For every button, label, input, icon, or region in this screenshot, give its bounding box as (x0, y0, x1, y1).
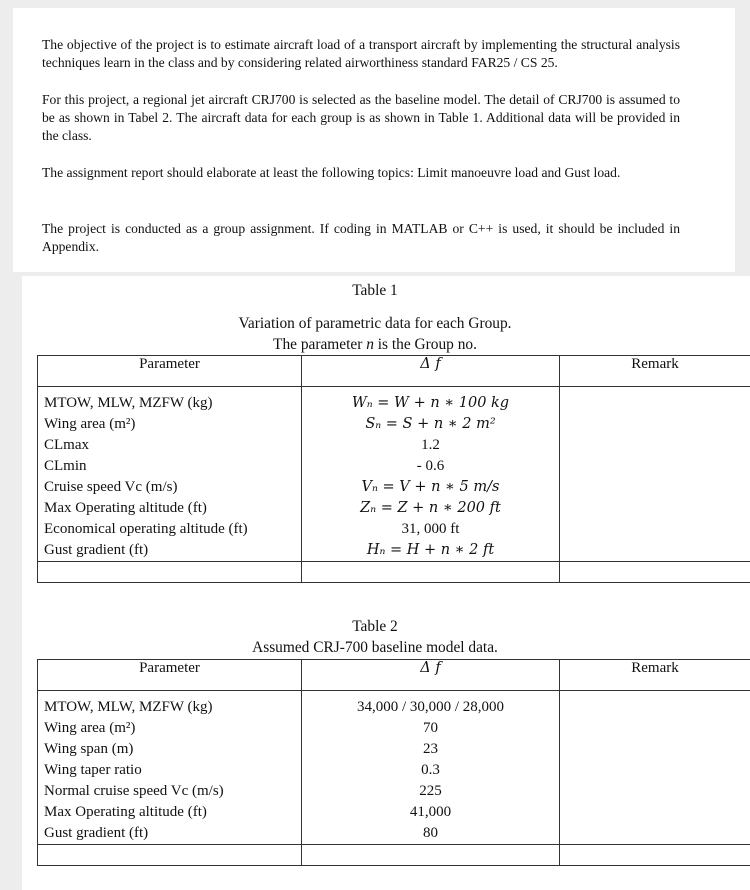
table-row: Wing area (m²) (44, 416, 136, 432)
table2-empty-row (38, 845, 750, 866)
table-row: Wing area (m²) (44, 720, 136, 736)
table2 (37, 659, 750, 866)
table2-title: Table 2 (352, 618, 398, 635)
table1-delta-column (302, 387, 560, 562)
table-row: MTOW, MLW, MZFW (kg) (44, 699, 213, 715)
table2-delta-column (302, 691, 560, 845)
table1-caption-line1: Variation of parametric data for each Group. (238, 315, 512, 332)
table-row: CLmin (44, 458, 87, 474)
table-row: Max Operating altitude (ft) (44, 804, 207, 820)
intro-paragraph-group: The project is conducted as a group assignment. If coding in MATLAB or C++ is used, it should be included in Appendix. (42, 221, 680, 255)
table1-header-row (38, 356, 750, 387)
table-cell-value: Wₙ = W + n ∗ 100 kg (351, 395, 510, 411)
table-cell-value: Hₙ = H + n ∗ 2 ft (366, 542, 495, 558)
table1-body-row (38, 387, 750, 562)
table2-header-delta: Δ f (302, 660, 560, 691)
table1-remark-cell (560, 387, 750, 562)
table-row: Gust gradient (ft) (44, 825, 149, 841)
table1-header-parameter: Parameter (38, 356, 302, 387)
table-row: MTOW, MLW, MZFW (kg) (44, 395, 213, 411)
table-row: CLmax (44, 437, 89, 453)
table-row: Cruise speed Vc (m/s) (44, 479, 178, 495)
table-cell-value: 23 (423, 741, 438, 757)
table-cell-value: Sₙ = S + n ∗ 2 m² (365, 416, 496, 432)
table-cell-value: 1.2 (421, 437, 440, 453)
table-row: Gust gradient (ft) (44, 542, 149, 558)
table-row: Wing taper ratio (44, 762, 142, 778)
intro-paragraph-objective: The objective of the project is to estimate aircraft load of a transport aircraft by implementing the structural analysis techniques learn in the class and by considering related airworthiness standard FAR25 / CS 25. (42, 37, 680, 71)
table-row: Wing span (m) (44, 741, 134, 757)
table-cell-value: Vₙ = V + n ∗ 5 m/s (361, 479, 500, 495)
intro-paragraph-baseline: For this project, a regional jet aircraft CRJ700 is selected as the baseline model. The detail of CRJ700 is assumed to be as shown in Tabel 2. The aircraft data for each group is as shown in Table 1. Additional data will be provided in the class. (42, 92, 680, 144)
table-cell-value: 34,000 / 30,000 / 28,000 (356, 699, 505, 715)
table-cell-value: 31, 000 ft (401, 521, 460, 537)
table-cell-value: 225 (419, 783, 442, 799)
table-cell-value: 0.3 (421, 762, 440, 778)
table-row: Max Operating altitude (ft) (44, 500, 207, 516)
table1-title: Table 1 (352, 282, 398, 299)
table-cell-value: - 0.6 (416, 458, 445, 474)
table1-empty-row (38, 562, 750, 583)
table-cell-value: Zₙ = Z + n ∗ 200 ft (360, 500, 501, 516)
table-row: Normal cruise speed Vc (m/s) (44, 783, 224, 799)
table1-header-remark: Remark (560, 356, 750, 387)
table2-remark-cell (560, 691, 750, 845)
table2-header-row (38, 660, 750, 691)
table-cell-value: 80 (423, 825, 438, 841)
table-cell-value: 70 (423, 720, 438, 736)
table2-body-row (38, 691, 750, 845)
table1-header-delta: Δ f (302, 356, 560, 387)
table2-caption: Assumed CRJ-700 baseline model data. (252, 639, 498, 656)
table1 (37, 355, 750, 583)
table-row: Economical operating altitude (ft) (44, 521, 248, 537)
table2-header-remark: Remark (560, 660, 750, 691)
intro-paragraph-topics: The assignment report should elaborate at least the following topics: Limit manoeuvre load and Gust load. (42, 165, 621, 180)
table2-header-parameter: Parameter (38, 660, 302, 691)
table2-parameter-column (38, 691, 302, 845)
table1-caption-line2: The parameter n is the Group no. (273, 336, 477, 353)
table-cell-value: 41,000 (409, 804, 452, 820)
table1-parameter-column (38, 387, 302, 562)
